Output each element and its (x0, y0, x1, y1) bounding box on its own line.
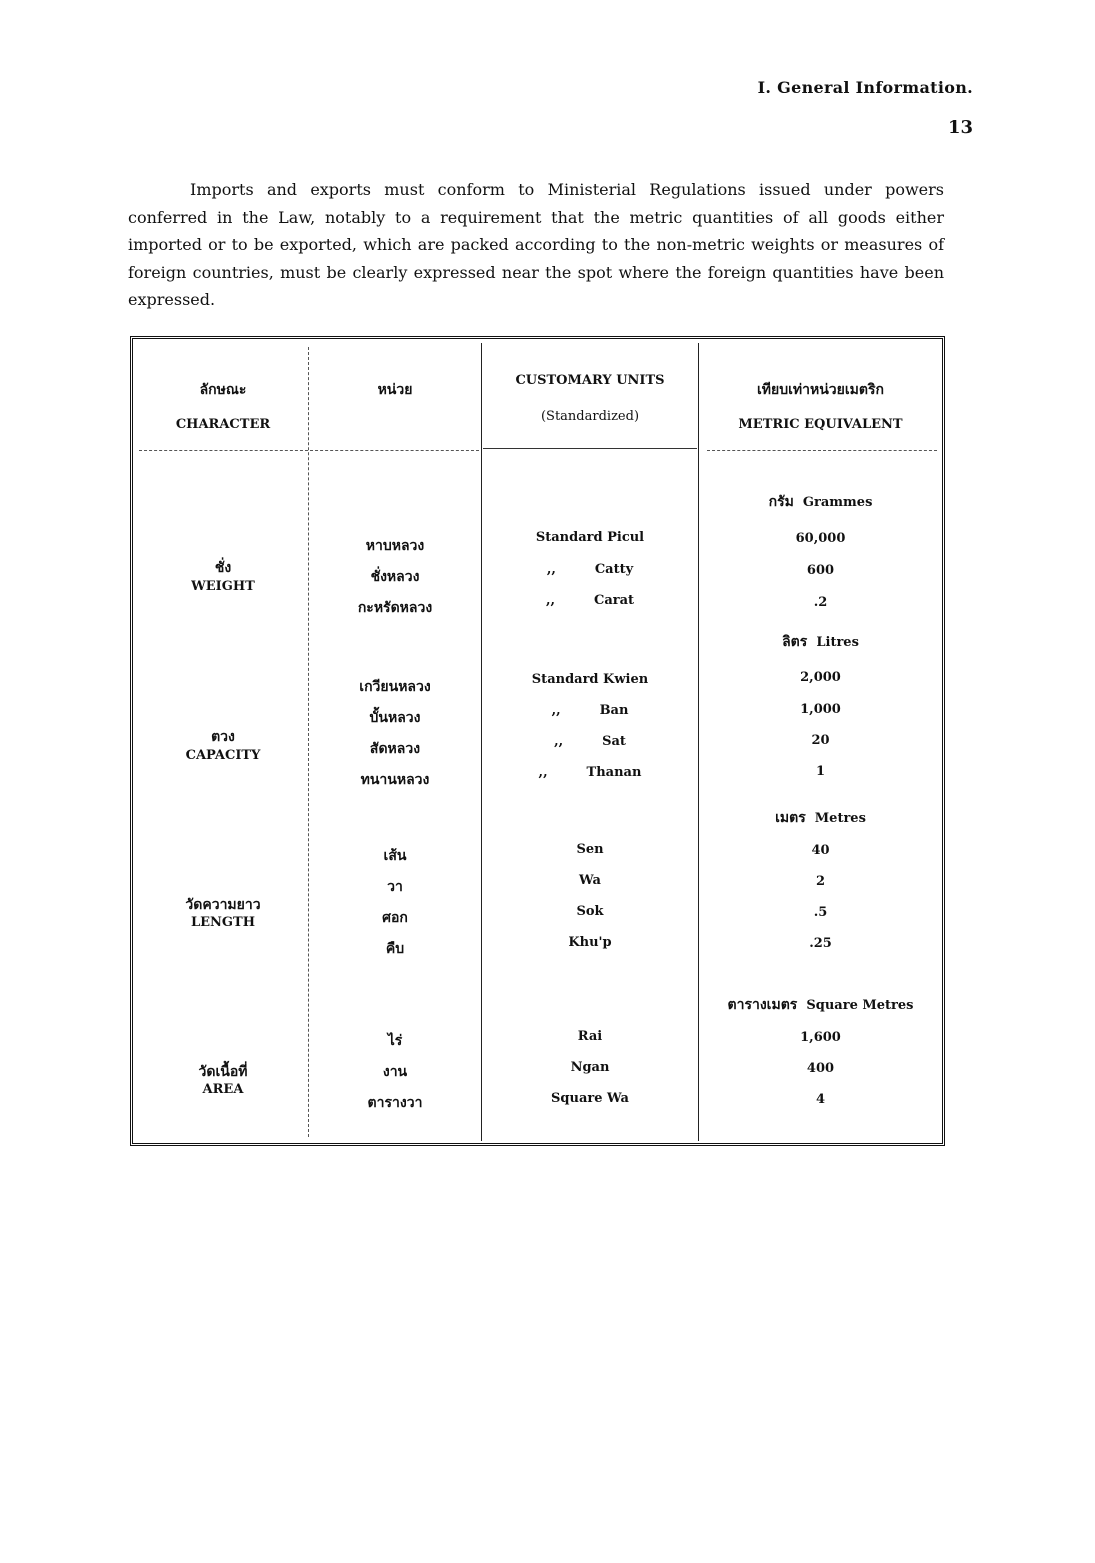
metric-unit-en: Grammes (802, 495, 873, 510)
page-number: 13 (947, 117, 973, 138)
header-unit-thai: หน่วย (377, 382, 413, 398)
customary-unit (482, 734, 698, 749)
customary-unit: Ngan (570, 1060, 610, 1075)
customary-unit: Khu'p (568, 935, 612, 950)
header-divider (707, 450, 937, 451)
group-character-thai: วัดความยาว (185, 897, 261, 913)
metric-unit-en: Metres (814, 811, 866, 826)
metric-value: 1,000 (800, 702, 841, 717)
metric-value: 600 (806, 563, 835, 578)
header-divider (139, 450, 479, 451)
ditto-mark: ,, (551, 703, 561, 718)
unit-thai: หาบหลวง (365, 538, 425, 554)
metric-value: 60,000 (795, 531, 846, 546)
metric-value: 20 (811, 733, 830, 748)
metric-value: 40 (811, 843, 830, 858)
header-character-thai: ลักษณะ (199, 382, 247, 398)
customary-unit: Sen (576, 842, 604, 857)
metric-unit-thai: ลิตร (782, 634, 808, 650)
group-character-en: AREA (202, 1082, 244, 1097)
customary-unit (482, 765, 698, 780)
unit-thai: คืบ (385, 941, 405, 957)
ditto-mark: ,, (545, 593, 556, 608)
customary-unit (482, 703, 698, 718)
header-customary-sub: (Standardized) (540, 409, 640, 424)
unit-thai: งาน (382, 1064, 408, 1080)
metric-unit-thai: เมตร (775, 810, 806, 826)
customary-unit (482, 530, 698, 545)
metric-value: 2 (815, 874, 826, 889)
metric-value: .5 (813, 905, 828, 920)
header-character-en: CHARACTER (175, 417, 271, 432)
metric-unit-thai: ตารางเมตร (727, 997, 798, 1013)
customary-unit: Wa (579, 873, 601, 888)
ditto-mark: ,, (538, 765, 548, 780)
metric-unit-heading (699, 807, 942, 829)
metric-value: .25 (809, 936, 832, 951)
customary-unit-name: Catty (594, 562, 634, 577)
unit-thai: ตารางวา (367, 1095, 423, 1111)
unit-thai: กะหรัดหลวง (357, 600, 433, 616)
ditto-mark: ,, (546, 562, 556, 577)
group-character-thai: วัดเนื้อที่ (198, 1064, 248, 1080)
metric-value: 1,600 (800, 1030, 841, 1045)
customary-unit (482, 593, 698, 608)
metric-value: 4 (815, 1092, 826, 1107)
metric-unit-en: Square Metres (806, 998, 914, 1013)
unit-thai: บั้นหลวง (369, 710, 421, 726)
group-character-en: LENGTH (191, 915, 255, 930)
metric-unit-thai: กรัม (768, 494, 794, 510)
group-character-en: WEIGHT (191, 579, 255, 594)
unit-thai: วา (387, 879, 403, 895)
group-character-en: CAPACITY (185, 748, 261, 763)
unit-thai: เส้น (383, 848, 407, 864)
unit-thai: สัดหลวง (369, 741, 421, 757)
metric-unit-heading (699, 491, 942, 513)
header-metric-thai: เทียบเท่าหน่วยเมตริก (757, 382, 884, 398)
customary-unit-name: Standard Picul (535, 530, 645, 545)
group-character-thai: ชั่ง (214, 560, 232, 576)
header-metric-en: METRIC EQUIVALENT (738, 417, 903, 432)
metric-value: 2,000 (800, 670, 841, 685)
metric-value: 1 (815, 764, 826, 779)
unit-thai: ไร่ (387, 1033, 403, 1049)
customary-unit (482, 672, 698, 687)
header-customary-title: CUSTOMARY UNITS (515, 373, 665, 388)
metric-unit-en: Litres (816, 635, 859, 650)
customary-unit-name: Ban (599, 703, 629, 718)
unit-thai: ชั่งหลวง (370, 569, 420, 585)
customary-unit: Rai (577, 1029, 603, 1044)
unit-thai: ศอก (382, 910, 408, 926)
metric-value: .2 (813, 595, 828, 610)
metric-unit-heading (699, 631, 942, 653)
units-table (130, 336, 945, 1146)
intro-paragraph: Imports and exports must conform to Ministerial Regulations issued under powers conferred in the Law, notably to a requirement that the metric quantities of all goods either imported or to be exported, which are packed according to the non-metric weights or measures of foreign countries, must be clearly expressed near the spot where the foreign quantities have been expressed. (128, 180, 944, 309)
group-character-thai: ตวง (211, 729, 235, 745)
unit-thai: เกวียนหลวง (359, 679, 431, 695)
customary-unit: Sok (576, 904, 604, 919)
customary-unit (482, 562, 698, 577)
metric-value: 400 (806, 1061, 835, 1076)
customary-unit-name: Thanan (586, 765, 642, 780)
section-title: I. General Information. (757, 78, 973, 97)
unit-thai: ทนานหลวง (360, 772, 430, 788)
customary-unit-name: Carat (593, 593, 635, 608)
header-divider (483, 448, 697, 449)
customary-unit: Square Wa (551, 1091, 629, 1106)
metric-unit-heading (699, 994, 942, 1016)
ditto-mark: ,, (554, 734, 564, 749)
customary-unit-name: Sat (602, 734, 626, 749)
customary-unit-name: Standard Kwien (531, 672, 649, 687)
